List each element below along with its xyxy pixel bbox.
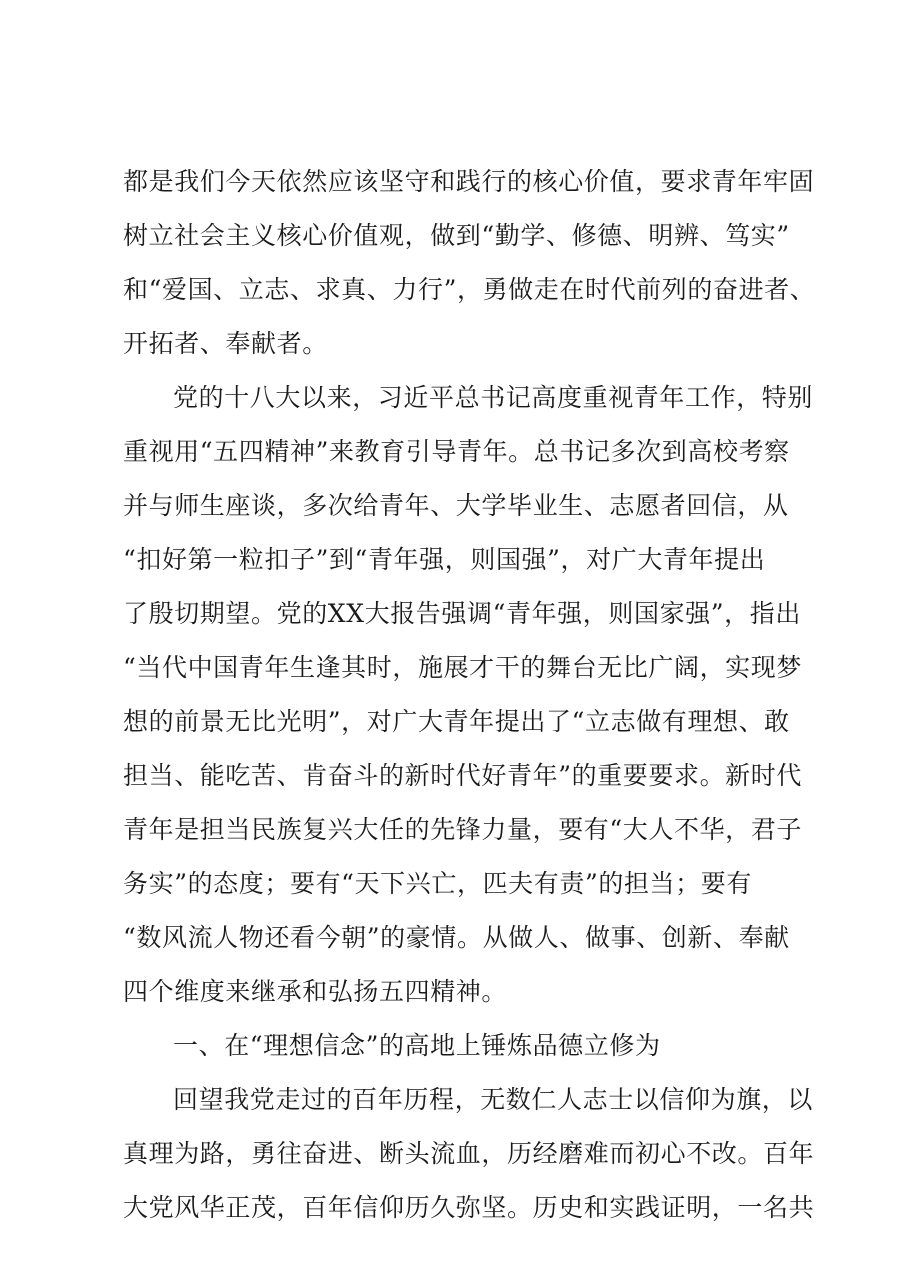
paragraph-line: “扣好第一粒扣子”到“青年强，则国强”，对广大青年提出 <box>123 545 766 574</box>
paragraph-line: 青年是担当民族复兴大任的先锋力量，要有“大人不华，君子 <box>123 815 802 844</box>
paragraph-line: 四个维度来继承和弘扬五四精神。 <box>123 977 508 1006</box>
paragraph-line: “数风流人物还看今朝”的豪情。从做人、做事、创新、奉献 <box>123 923 790 952</box>
paragraph-line: 真理为路，勇往奋进、断头流血，历经磨难而初心不改。百年 <box>123 1139 815 1168</box>
paragraph-line: 并与师生座谈，多次给青年、大学毕业生、志愿者回信，从 <box>123 491 789 520</box>
section-heading: 一、在“理想信念”的高地上锤炼品德立修为 <box>173 1031 661 1060</box>
paragraph-line: 务实”的态度；要有“天下兴亡，匹夫有责”的担当；要有 <box>123 869 752 898</box>
paragraph-line: 大党风华正茂，百年信仰历久弥坚。历史和实践证明，一名共 <box>123 1193 815 1222</box>
paragraph-line: 担当、能吃苦、肯奋斗的新时代好青年”的重要要求。新时代 <box>123 761 802 790</box>
paragraph-line: 开拓者、奉献者。 <box>123 329 328 358</box>
paragraph-line: “当代中国青年生逢其时，施展才干的舞台无比广阔，实现梦 <box>123 653 802 682</box>
paragraph-line: 和“爱国、立志、求真、力行”，勇做走在时代前列的奋进者、 <box>123 275 816 304</box>
paragraph-line: 树立社会主义核心价值观，做到“勤学、修德、明辨、笃实” <box>123 221 790 250</box>
paragraph-line: 都是我们今天依然应该坚守和践行的核心价值，要求青年牢固 <box>123 167 815 196</box>
paragraph-line: 了殷切期望。党的XX大报告强调“青年强，则国家强”，指出 <box>123 599 801 628</box>
paragraph-line: 党的十八大以来，习近平总书记高度重视青年工作，特别 <box>173 383 814 412</box>
paragraph-line: 重视用“五四精神”来教育引导青年。总书记多次到高校考察 <box>123 437 790 466</box>
paragraph-line: 回望我党走过的百年历程，无数仁人志士以信仰为旗，以 <box>173 1085 814 1114</box>
paragraph-line: 想的前景无比光明”，对广大青年提出了“立志做有理想、敢 <box>123 707 790 736</box>
